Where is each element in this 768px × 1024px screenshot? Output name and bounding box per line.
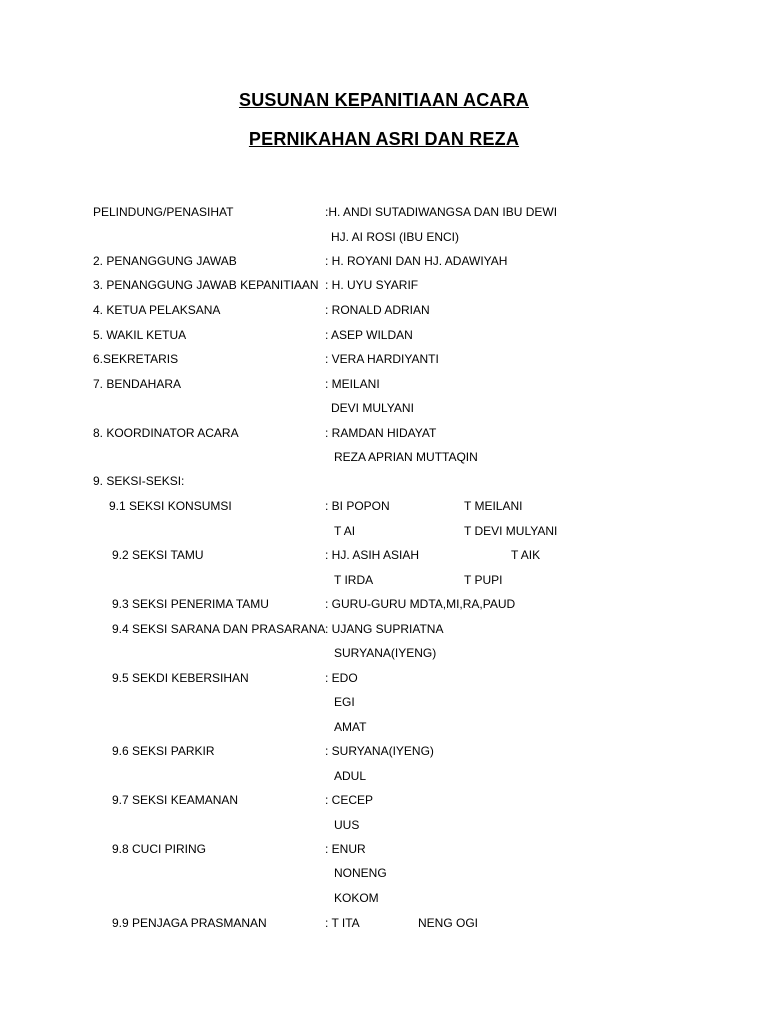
seksi-value-konsumsi: : BI POPON [325, 499, 390, 513]
seksi-label-parkir: 9.6 SEKSI PARKIR [112, 744, 215, 758]
role-label-pelindung: PELINDUNG/PENASIHAT [93, 205, 234, 219]
role-label-ketua: 4. KETUA PELAKSANA [93, 303, 221, 317]
document-title: SUSUNAN KEPANITIAAN ACARA [238, 90, 529, 110]
seksi-value-cuci-piring-cont2: KOKOM [334, 891, 379, 905]
seksi-label-tamu: 9.2 SEKSI TAMU [112, 548, 204, 562]
role-value-sekretaris: : VERA HARDIYANTI [325, 352, 439, 366]
seksi-value-kebersihan-cont: EGI [334, 695, 355, 709]
role-value-pelindung: :H. ANDI SUTADIWANGSA DAN IBU DEWI [325, 205, 558, 219]
seksi-value2-tamu: T AIK [511, 548, 541, 562]
seksi-label-keamanan: 9.7 SEKSI KEAMANAN [112, 793, 239, 807]
seksi-value-kebersihan-cont2: AMAT [334, 720, 367, 734]
role-value-wakil-ketua: : ASEP WILDAN [325, 328, 413, 342]
role-value-ketua: : RONALD ADRIAN [325, 303, 430, 317]
seksi-value-tamu-cont: T IRDA [334, 573, 374, 587]
role-value-pj-kepanitiaan: : H. UYU SYARIF [325, 278, 419, 292]
document-subtitle: PERNIKAHAN ASRI DAN REZA [248, 129, 520, 149]
seksi-value-kebersihan: : EDO [325, 671, 358, 685]
role-value-penanggung-jawab: : H. ROYANI DAN HJ. ADAWIYAH [325, 254, 508, 268]
seksi-value-cuci-piring: : ENUR [325, 842, 366, 856]
seksi-value-tamu: : HJ. ASIH ASIAH [325, 548, 420, 562]
role-label-penanggung-jawab: 2. PENANGGUNG JAWAB [93, 254, 237, 268]
seksi-value-cuci-piring-cont: NONENG [334, 866, 387, 880]
role-label-sekretaris: 6.SEKRETARIS [93, 352, 179, 366]
seksi-label-cuci-piring: 9.8 CUCI PIRING [112, 842, 207, 856]
seksi-value-keamanan-cont: UUS [334, 818, 360, 832]
seksi-value2-konsumsi: T MEILANI [464, 499, 523, 513]
role-value-koordinator-cont: REZA APRIAN MUTTAQIN [334, 450, 478, 464]
seksi-label-kebersihan: 9.5 SEKDI KEBERSIHAN [112, 671, 249, 685]
role-label-koordinator: 8. KOORDINATOR ACARA [93, 426, 239, 440]
role-value-pelindung-cont: HJ. AI ROSI (IBU ENCI) [331, 230, 460, 244]
seksi-value-penerima-tamu: : GURU-GURU MDTA,MI,RA,PAUD [325, 597, 516, 611]
seksi-label-konsumsi: 9.1 SEKSI KONSUMSI [109, 499, 232, 513]
seksi-value-parkir: : SURYANA(IYENG) [325, 744, 434, 758]
section-heading-seksi: 9. SEKSI-SEKSI: [93, 474, 185, 488]
role-label-bendahara: 7. BENDAHARA [93, 377, 182, 391]
seksi-value-konsumsi-cont: T AI [334, 524, 356, 538]
role-label-wakil-ketua: 5. WAKIL KETUA [93, 328, 187, 342]
role-value-koordinator: : RAMDAN HIDAYAT [325, 426, 437, 440]
seksi-value2-tamu-cont: T PUPI [464, 573, 503, 587]
seksi-value-prasmanan: : T ITA [325, 916, 360, 930]
seksi-value-parkir-cont: ADUL [334, 769, 367, 783]
seksi-value-sarana-cont: SURYANA(IYENG) [334, 646, 437, 660]
seksi-label-penerima-tamu: 9.3 SEKSI PENERIMA TAMU [112, 597, 269, 611]
seksi-value-keamanan: : CECEP [325, 793, 374, 807]
seksi-value2-konsumsi-cont: T DEVI MULYANI [464, 524, 558, 538]
seksi-value-sarana: : UJANG SUPRIATNA [325, 622, 444, 636]
seksi-label-sarana: 9.4 SEKSI SARANA DAN PRASARANA [112, 622, 326, 636]
seksi-label-prasmanan: 9.9 PENJAGA PRASMANAN [112, 916, 267, 930]
role-label-pj-kepanitiaan: 3. PENANGGUNG JAWAB KEPANITIAAN [93, 278, 319, 292]
role-value-bendahara: : MEILANI [325, 377, 380, 391]
seksi-value2-prasmanan: NENG OGI [418, 916, 479, 930]
role-value-bendahara-cont: DEVI MULYANI [331, 401, 414, 415]
